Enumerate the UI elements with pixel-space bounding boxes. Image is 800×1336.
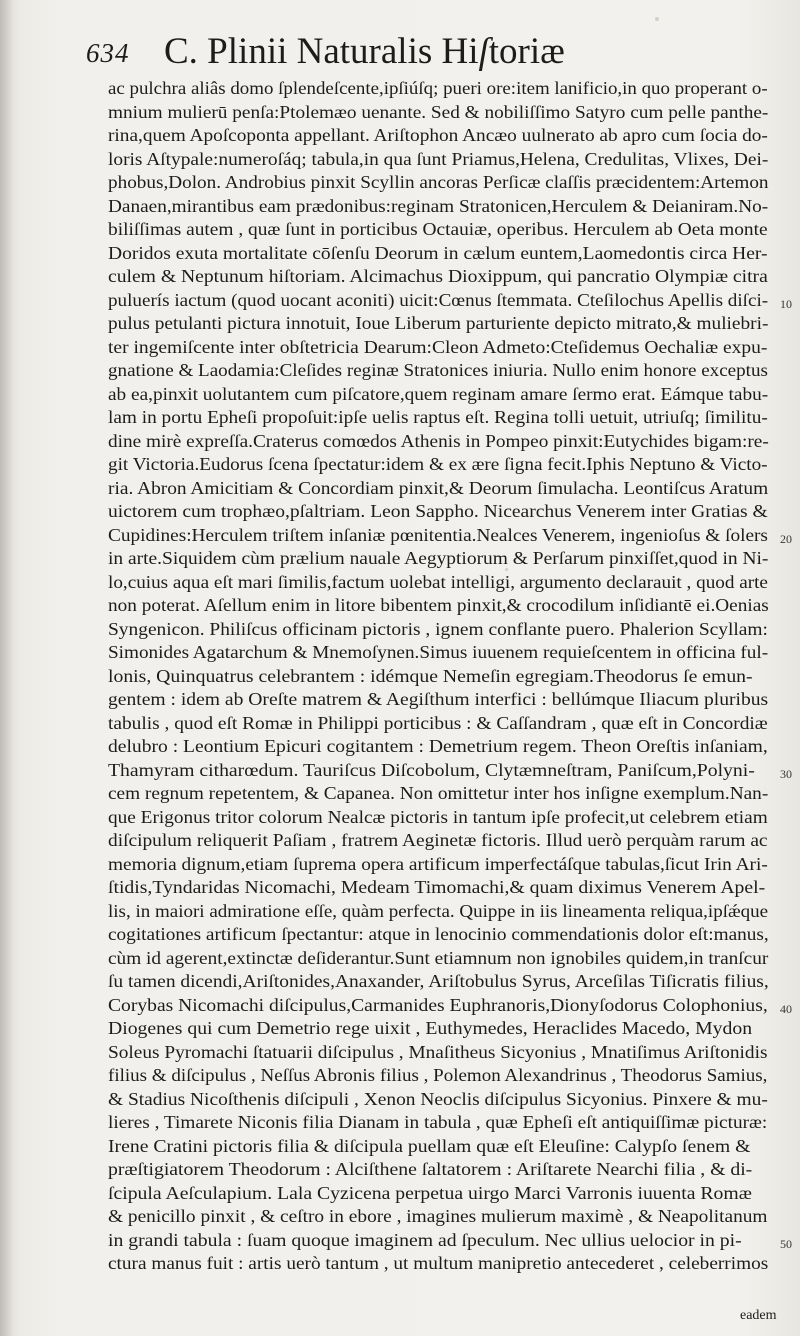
text-line: Corybas Nicomachi diſcipulus,Carmanides Euphranoris,Dionyſodorus Colophonius, [108, 994, 768, 1015]
text-line: gnatione & Laodamia:Cleſides reginæ Stratonices iniuria. Nullo enim honore exceptus [108, 360, 768, 380]
text-line: lam in portu Epheſi propoſuit:ipſe uelis raptus eſt. Regina tolli uetuit, utriuſq; ſimilitu- [108, 407, 768, 427]
text-line: diſcipulum reliquerit Paſiam , fratrem Aeginetæ fictoris. Illud uerò perquàm rarum ac [108, 830, 768, 850]
text-line: puluerís iactum (quod uocant aconiti) uicit:Cœnus ſtemmata. Cteſilochus Apellis diſci- [108, 289, 769, 310]
text-line: Cupidines:Herculem triſtem inſaniæ pœnitentia.Nealces Venerem, ingenioſus & ſolers [108, 524, 768, 545]
text-line: lo,cuius aqua eſt mari ſimilis,factum uolebat intelligi, argumento declarauit , quod arte [108, 571, 768, 592]
text-line: que Erigonus tritor colorum Nealcæ pictoris in tantum ipſe profecit,ut celebrem etiam [108, 806, 768, 827]
text-line: uictorem cum trophæo,pſaltriam. Leon Sappho. Nicearchus Venerem inter Gratias & [108, 501, 768, 521]
running-title-main: C. Plinii Naturalis Hi [164, 31, 479, 72]
margin-line-number: 20 [780, 531, 792, 546]
text-line: git Victoria.Eudorus ſcena ſpectatur:idem & ex ære ſigna fecit.Iphis Neptuno & Victo- [108, 454, 768, 474]
gutter-shadow [0, 0, 14, 1336]
text-line: ctura manus fuit : artis uerò tantum , ut multum manipretio antecederet , celeberrimos [108, 1253, 769, 1273]
text-line: Doridos exuta mortalitate cōſenſu Deorum in cælum euntem,Laomedontis circa Her- [108, 242, 768, 263]
margin-line-number: 50 [780, 1236, 792, 1251]
text-line: Soleus Pyromachi ſtatuarii diſcipulus , Mnaſitheus Sicyonius , Mnatiſimus Ariſtonidis [108, 1041, 768, 1062]
margin-line-number: 40 [780, 1001, 792, 1016]
text-line: lonis, Quinquatrus celebrantem : idémque Nemeſin egregiam.Theodorus ſe emun- [108, 665, 753, 686]
text-line: in arte.Siquidem cùm prælium nauale Aegyptiorum & Perſarum pinxiſſet,quod in Ni- [108, 548, 769, 568]
text-line: gentem : idem ab Oreſte matrem & Aegiſthum interfici : bellúmque Iliacum pluribus [108, 689, 769, 709]
text-line: Simonides Agatarchum & Mnemoſynen.Simus iuuenem requieſcentem in officina ful- [108, 642, 769, 662]
text-line: Irene Cratini pictoris filia & diſcipula puellam quæ eſt Eleuſine: Calypſo ſenem & [108, 1135, 751, 1156]
running-title [164, 30, 724, 73]
text-line: pulus petulanti pictura innotuit, Ioue Liberum parturiente depicto mitrato,& muliebri- [108, 313, 769, 333]
text-line: Diogenes qui cum Demetrio rege uixit , Euthymedes, Heraclides Macedo, Mydon [108, 1018, 753, 1038]
text-line: ſcipula Aeſculapium. Lala Cyzicena perpetua uirgo Marci Varronis iuuenta Romæ [108, 1182, 752, 1203]
text-line: lieres , Timarete Niconis filia Dianam in tabula , quæ Epheſi eſt antiquiſſimæ picturæ: [108, 1112, 768, 1132]
text-line: loris Aſtypale:numeroſáq; tabula,in qua ſunt Priamus,Helena, Credulitas, Vlixes, Dei- [108, 148, 769, 169]
paper-speck [655, 17, 659, 21]
text-line: memoria dignum,etiam ſuprema opera artificum imperfectáſque tabulas,ſicut Irin Ari- [108, 853, 768, 874]
text-line: delubro : Leontium Epicuri cogitantem : Demetrium regem. Theon Oreſtis inſaniam, [108, 736, 768, 756]
text-line: ſu tamen dicendi,Ariſtonides,Anaxander, Ariſtobulus Syrus, Arceſilas Tiſicratis filius, [108, 971, 769, 991]
text-line: dine mirè expreſſa.Craterus comœdos Athenis in Pompeo pinxit:Eutychides bigam:re- [108, 430, 769, 451]
margin-line-number: 30 [780, 766, 792, 781]
text-line: rina,quem Apoſcoponta appellant. Ariſtophon Ancæo uulnerato ab apro cum ſocia do- [108, 125, 768, 145]
text-line: mnium mulierū penſa:Ptolemæo uenante. Sed & nobiliſſimo Satyro cum pelle panthe- [108, 101, 769, 122]
text-line: cem regnum repetentem, & Capanea. Non omittetur inter hos inſigne exemplum.Nan- [108, 783, 769, 803]
text-line: præſtigiatorem Theodorum : Alciſthene ſaltatorem : Ariſtarete Nearchi filia , & di- [108, 1159, 753, 1179]
text-line: lis, in maiori admiratione eſſe, quàm perfecta. Quippe in iis lineamenta reliqua,ipſǽque [108, 900, 769, 921]
text-line: ac pulchra aliâs domo ſplendeſcente,ipſiúſq; pueri ore:item lanificio,in quo properant o- [108, 78, 768, 98]
body-text [108, 77, 768, 1276]
text-line: filius & diſcipulus , Neſſus Abronis filius , Polemon Alexandrinus , Theodorus Samius, [108, 1065, 768, 1085]
text-line: ter ingemiſcente inter obſtetricia Dearum:Cleon Admeto:Cteſidemus Oechaliæ expu- [108, 336, 768, 357]
margin-line-number: 10 [780, 296, 792, 311]
catchword: eadem [740, 1308, 777, 1323]
text-line: tabulis , quod eſt Romæ in Philippi porticibus : & Caſſandram , quæ eſt in Concordiæ [108, 712, 768, 733]
text-line: non poterat. Aſellum enim in litore bibentem pinxit,& crocodilum inſidiantē ei.Oenias [108, 595, 769, 615]
text-line: ſtidis,Tyndaridas Nicomachi, Medeam Timomachi,& quam diximus Venerem Apel- [108, 877, 766, 897]
text-line: Syngenicon. Philiſcus officinam pictoris , ignem conflante puero. Phalerion Scyllam: [108, 618, 768, 639]
text-line: cogitationes artificum ſpectantur: atque in lenocinio commendationis dolor eſt:manus, [108, 924, 769, 944]
text-line: biliſſimas autem , quæ ſunt in porticibus Octauiæ, operibus. Herculem ab Oeta monte [108, 219, 768, 239]
running-title-end: toriæ [488, 31, 565, 72]
text-line: in grandi tabula : ſuam quoque imaginem ad ſpeculum. Nec ullius uelocior in pi- [108, 1229, 742, 1250]
text-line: phobus,Dolon. Androbius pinxit Scyllin ancoras Perſicæ claſſis præcidentem:Artemon [108, 172, 769, 192]
text-line: ria. Abron Amicitiam & Concordiam pinxit,& Deorum ſimulacha. Leontiſcus Aratum [108, 477, 769, 498]
text-line: & Stadius Nicoſthenis diſcipuli , Xenon Neoclis diſcipulus Sicyonius. Pinxere & mu- [108, 1088, 768, 1109]
text-line: culem & Neptunum hiſtoriam. Alcimachus Dioxippum, qui pancratio Olympiæ citra [108, 266, 768, 286]
text-line: & penicillo pinxit , & ceſtro in ebore , imagines mulierum maximè , & Neapolitanum [108, 1206, 768, 1226]
text-line: Danaen,mirantibus eam prædonibus:reginam Stratonicen,Herculem & Deianiram.No- [108, 195, 769, 216]
page-number: 634 [86, 38, 130, 68]
text-line: cùm id agerent,extinctæ deſiderantur.Sunt etiamnum non ignobiles quidem,in tranſcur [108, 947, 769, 968]
text-line: ab ea,pinxit uolutantem cum piſcatore,quem reginam amare ſermo erat. Eámque tabu- [108, 383, 769, 404]
text-line: Thamyram citharœdum. Tauriſcus Diſcobolum, Clytæmneſtram, Paniſcum,Polyni- [108, 759, 755, 780]
running-title-long-s: ſ [478, 31, 489, 72]
